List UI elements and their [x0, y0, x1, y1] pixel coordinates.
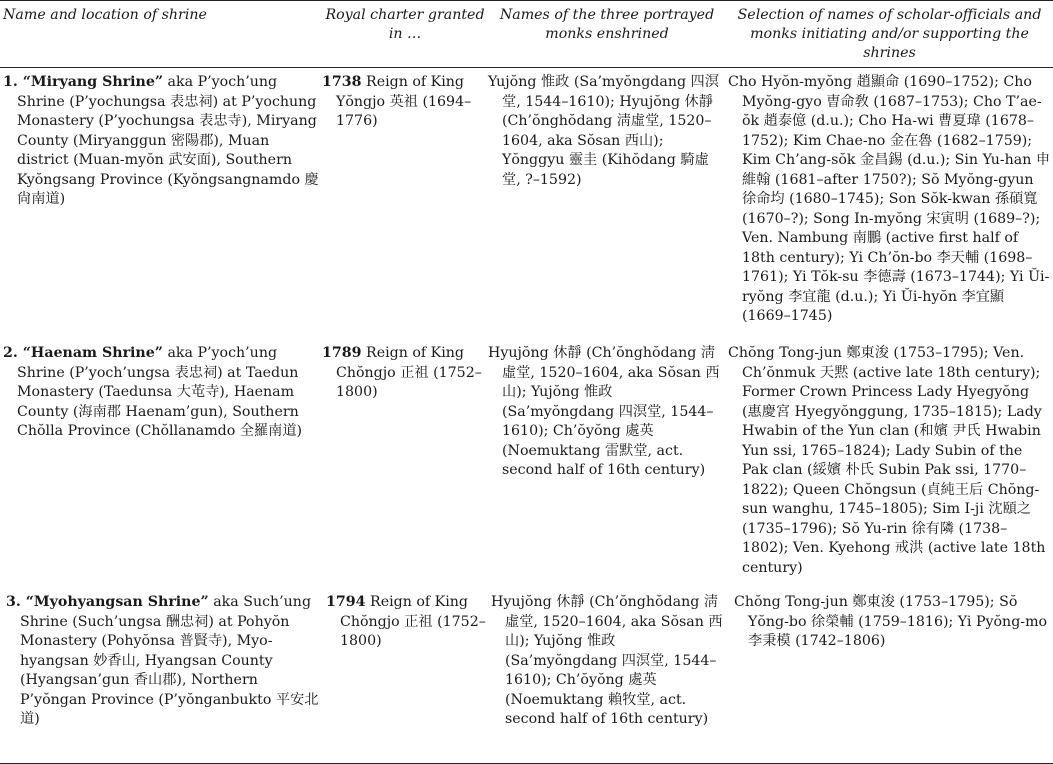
table-row — [0, 588, 1053, 764]
supporters-list: Cho Hyŏn-myŏng 趙顯命 (1690–1752); Cho Myŏng-gyo 曺命敎 (1687–1753); Cho T’ae-ŏk 趙泰億 (d.u.); Cho Ha-wi 曹夏瑋 (1678–1752); Kim Chae-no 金在魯 (1682–1759); Kim Ch’ang-sŏk 金昌錫 (d.u.); Sin Yu-han 申維翰 (1681–after 1750?); Sŏ Myŏng-gyun 徐命均 (1680–1745); Son Sŏk-kwan 孫碩寬 (1670–?); Song In-myŏng 宋寅明 (1689–?); Ven. Nambung 南鵬 (active first half of 18th century); Yi Ch’ŏn-bo 李天輔 (1698–1761); Yi Tŏk-su 李德壽 (1673–1744); Yi Ŭi-ryŏng 李宜龍 (d.u.); Yi Ŭi-hyŏn 李宜顯 (1669–1745) — [728, 74, 1051, 324]
charter-reign: Reign of King Yŏngjo 英祖 (1694–1776) — [336, 74, 472, 129]
header-row — [0, 1, 1053, 68]
row-number: 2. — [3, 345, 18, 361]
shrine-name: “Myohyangsan Shrine” — [25, 594, 209, 610]
shrine-location: aka P’yoch’ung Shrine (P’yoch’ungsa 表忠祠) at Taedun Monastery (Taedunsa 大芚寺), Haenam County (海南郡 Haenam’gun), Southern Chŏlla Province (Chŏllanamdo 全羅南道) — [17, 345, 303, 439]
monks-list: Hyujŏng 休靜 (Ch’ŏnghŏdang 淸虛堂, 1520–1604, aka Sŏsan 西山); Yujŏng 惟政 (Sa’myŏngdang 四溟堂, 1544–1610); Ch’ŏyŏng 處英 (Noemuktang 雷默堂, act. second half of 16th century) — [488, 345, 720, 478]
header-supporters: Selection of names of scholar-officials and monks initiating and/or supporting the shrines — [737, 7, 1042, 61]
monks-cell — [488, 588, 726, 764]
charter-reign: Reign of King Chŏngjo 正祖 (1752–1800) — [336, 345, 482, 400]
charter-cell — [322, 68, 488, 340]
header-royal-charter: Royal charter granted in … — [325, 7, 485, 42]
row-number: 3. — [6, 594, 21, 610]
monks-list: Hyujŏng 休靜 (Ch’ŏnghŏdang 淸虛堂, 1520–1604, aka Sŏsan 西山); Yujŏng 惟政 (Sa’myŏngdang 四溟堂, 1544–1610); Ch’ŏyŏng 處英 (Noemuktang 賴牧堂, act. second half of 16th century) — [491, 594, 723, 727]
header-shrine-location: Name and location of shrine — [3, 7, 207, 23]
header-monks-enshrined: Names of the three portrayed monks enshrined — [499, 7, 715, 42]
supporters-list: Chŏng Tong-jun 鄭東浚 (1753–1795); Ven. Ch’ŏnmuk 天黙 (active late 18th century); Former Crown Princess Lady Hyegyŏng (惠慶宮 Hyegyŏnggung, 1735–1815); Lady Hwabin of the Yun clan (和嬪 尹氏 Hwabin Yun ssi, 1765–1824); Lady Subin of the Pak clan (綏嬪 朴氏 Subin Pak ssi, 1770–1822); Queen Chŏngsun (貞純王后 Chŏngsun wanghu, 1745–1805); Sim I-ji 沈頤之 (1735–1796); Sŏ Yu-rin 徐有隣 (1738–1802); Ven. Kyehong 戒洪 (active late 18th century) — [728, 345, 1046, 576]
monks-cell — [488, 339, 726, 588]
supporters-cell — [726, 68, 1053, 340]
charter-cell — [322, 588, 488, 764]
charter-cell — [322, 339, 488, 588]
shrine-cell — [0, 68, 322, 340]
shrine-location: aka P’yoch’ung Shrine (P’yochungsa 表忠祠) at P’yochung Monastery (P’yochungsa 表忠寺), Miryang County (Miryanggun 密陽郡), Muan district (Muan-myŏn 武安面), Southern Kyŏngsang Province (Kyŏngsangnamdo 慶尙南道) — [17, 74, 319, 207]
table-row — [0, 339, 1053, 588]
supporters-cell — [726, 588, 1053, 764]
shrine-cell — [0, 339, 322, 588]
shrine-name: “Miryang Shrine” — [22, 74, 164, 90]
charter-year: 1789 — [322, 345, 362, 361]
row-number: 1. — [3, 74, 18, 90]
shrine-location: aka Such’ung Shrine (Such’ungsa 酬忠祠) at Pohyŏn Monastery (Pohyŏnsa 普賢寺), Myohyangsan 妙香山, Hyangsan County (Hyangsan’gun 香山郡), Northern P’yŏngan Province (P’yŏnganbukto 平安北道) — [20, 594, 319, 727]
monks-list: Yujŏng 惟政 (Sa’myŏngdang 四溟堂, 1544–1610); Hyujŏng 休靜 (Ch’ŏnghŏdang 淸虛堂, 1520–1604, aka Sŏsan 西山); Yŏnggyu 靈圭 (Kihŏdang 騎虛堂, ?–1592) — [488, 74, 719, 188]
charter-year: 1794 — [326, 594, 366, 610]
shrine-name: “Haenam Shrine” — [22, 345, 163, 361]
shrine-cell — [0, 588, 322, 764]
monks-cell — [488, 68, 726, 340]
table-row — [0, 68, 1053, 340]
charter-reign: Reign of King Chŏngjo 正祖 (1752–1800) — [340, 594, 486, 649]
supporters-cell — [726, 339, 1053, 588]
supporters-list: Chŏng Tong-jun 鄭東浚 (1753–1795); Sŏ Yŏng-bo 徐榮輔 (1759–1816); Yi Pyŏng-mo 李秉模 (1742–1806) — [734, 594, 1048, 649]
charter-year: 1738 — [322, 74, 362, 90]
